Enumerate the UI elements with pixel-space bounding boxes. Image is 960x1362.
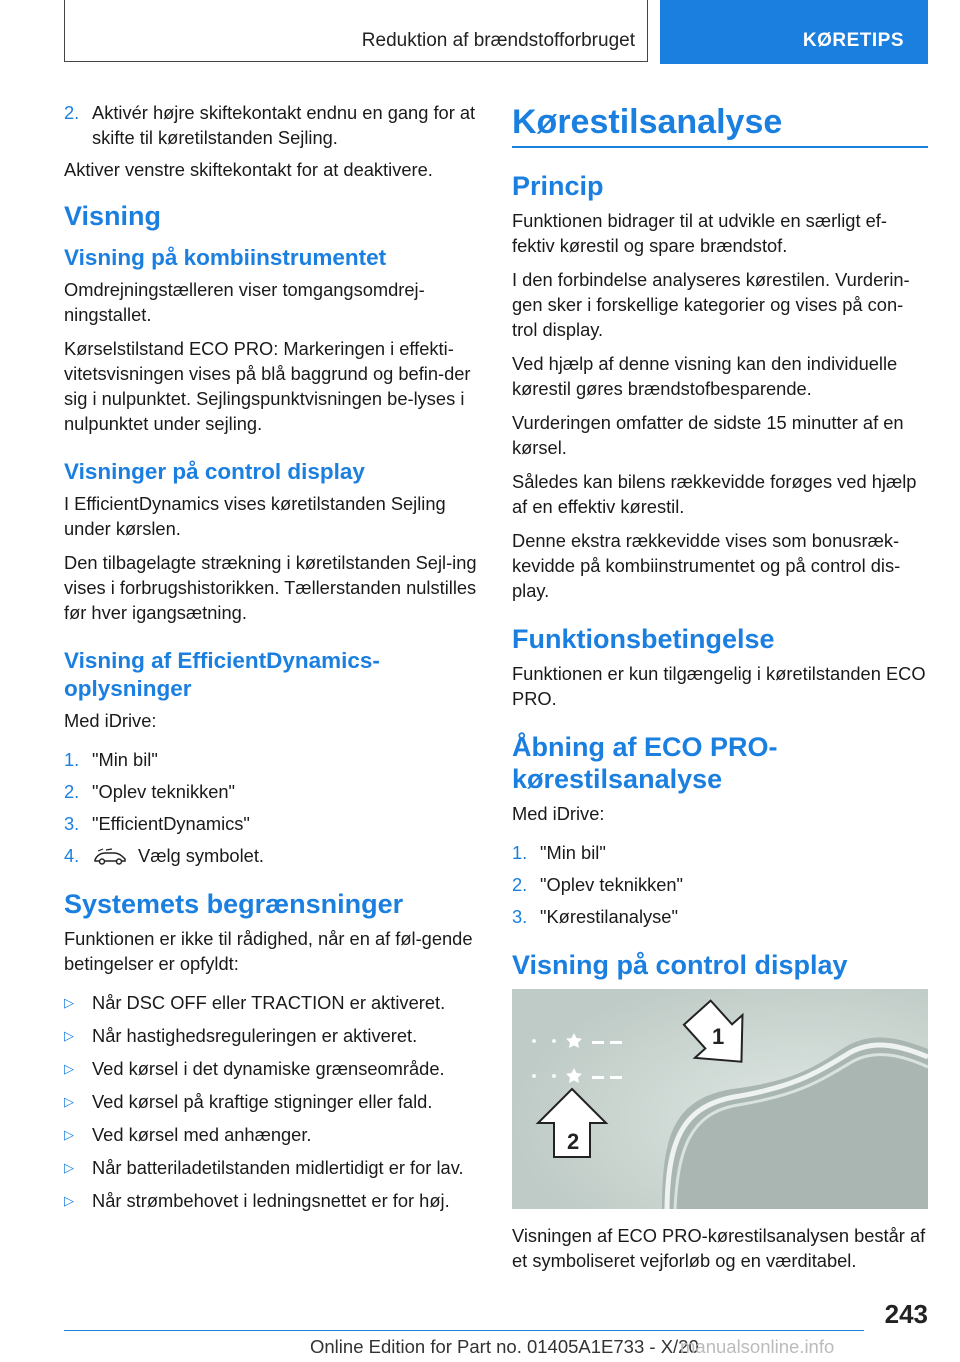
step-number: 3. bbox=[64, 813, 80, 834]
paragraph: Denne ekstra rækkevidde vises som bonusræk-kevidde på kombiinstrumentet og på control dis-play. bbox=[512, 530, 901, 601]
footer-rule bbox=[64, 1330, 864, 1331]
paragraph: I EfficientDynamics vises køretilstanden Sejling under kørslen. bbox=[64, 493, 446, 539]
efficient-car-icon bbox=[92, 848, 128, 866]
paragraph: Funktionen er kun tilgængelig i køretilstanden ECO PRO. bbox=[512, 663, 926, 709]
bullet-triangle-icon: ▷ bbox=[64, 1028, 74, 1043]
list-item bbox=[64, 811, 478, 836]
list-item bbox=[64, 747, 478, 772]
step-text: Vælg symbolet. bbox=[138, 845, 264, 866]
list-item bbox=[64, 100, 478, 150]
bullet-triangle-icon: ▷ bbox=[64, 1160, 74, 1175]
condition-list bbox=[64, 990, 478, 1213]
chapter-title: KØRETIPS bbox=[802, 30, 904, 51]
page-number: 243 bbox=[884, 1299, 928, 1329]
list-item bbox=[64, 990, 478, 1015]
road-illustration bbox=[512, 989, 928, 1209]
paragraph: Med iDrive: bbox=[512, 803, 605, 824]
bullet-triangle-icon: ▷ bbox=[64, 1127, 74, 1142]
step-list bbox=[512, 840, 928, 929]
callout-label-2: 2 bbox=[567, 1129, 580, 1154]
list-item bbox=[512, 904, 928, 929]
list-item bbox=[64, 1188, 478, 1213]
bullet-text: Ved kørsel med anhænger. bbox=[92, 1124, 312, 1145]
step-number: 4. bbox=[64, 845, 80, 866]
step-text: "Oplev teknikken" bbox=[92, 781, 236, 802]
paragraph: Med iDrive: bbox=[64, 710, 157, 731]
paragraph: Funktionen er ikke til rådighed, når en af føl-gende betingelser er opfyldt: bbox=[64, 928, 473, 974]
list-item bbox=[64, 1023, 478, 1048]
step-number: 2. bbox=[64, 781, 80, 802]
list-item bbox=[64, 1155, 478, 1180]
eco-pro-analysis-figure bbox=[512, 989, 928, 1209]
section-title: Reduktion af brændstofforbruget bbox=[361, 30, 635, 51]
paragraph: Kørselstilstand ECO PRO: Markeringen i effekti-vitetsvisningen vises på blå baggrund og befin-der sig i nulpunktet. Sejlingspunktvisningen be-lyses i nulpunktet under sejling. bbox=[64, 338, 471, 434]
heading-kombi: Visning på kombiinstrumentet bbox=[64, 245, 387, 270]
bullet-text: Ved kørsel på kraftige stigninger eller fald. bbox=[92, 1091, 433, 1112]
step-list bbox=[64, 747, 478, 868]
step-text: "Kørestilanalyse" bbox=[540, 906, 678, 927]
page-header bbox=[64, 0, 928, 64]
bullet-triangle-icon: ▷ bbox=[64, 1193, 74, 1208]
right-column bbox=[512, 100, 928, 1282]
paragraph: Vurderingen omfatter de sidste 15 minutter af en kørsel. bbox=[512, 412, 904, 458]
paragraph: Ved hjælp af denne visning kan den individuelle kørestil gøres brændstofbesparende. bbox=[512, 353, 898, 399]
step-text: "EfficientDynamics" bbox=[92, 813, 250, 834]
chapter-tab[interactable] bbox=[660, 0, 928, 64]
step-text: "Min bil" bbox=[92, 749, 158, 770]
heading-control: Visninger på control display bbox=[64, 459, 365, 484]
watermark-text: manualsonline.info bbox=[680, 1336, 835, 1357]
list-item bbox=[64, 1089, 478, 1114]
left-column bbox=[64, 100, 478, 1221]
step-number: 2. bbox=[64, 102, 80, 123]
section-title-box bbox=[64, 0, 648, 62]
bullet-text: Ved kørsel i det dynamiske grænseområde. bbox=[92, 1058, 445, 1079]
list-item bbox=[64, 1122, 478, 1147]
step-number: 2. bbox=[512, 874, 528, 895]
paragraph: Således kan bilens rækkevidde forøges ved hjælp af en effektiv kørestil. bbox=[512, 471, 917, 517]
heading-rule bbox=[512, 146, 928, 148]
heading-visning: Visning bbox=[64, 201, 162, 231]
list-item bbox=[64, 779, 478, 804]
list-item bbox=[64, 843, 478, 868]
paragraph: Omdrejningstælleren viser tomgangsomdrej-ningstallet. bbox=[64, 279, 425, 325]
paragraph: Aktiver venstre skiftekontakt for at deaktivere. bbox=[64, 159, 433, 180]
heading-efficient: Visning af EfficientDynamics-oplysninger bbox=[64, 648, 380, 701]
bullet-text: Når DSC OFF eller TRACTION er aktiveret. bbox=[92, 992, 446, 1013]
step-number: 1. bbox=[512, 842, 528, 863]
list-item bbox=[512, 840, 928, 865]
heading-princip: Princip bbox=[512, 171, 604, 201]
bullet-text: Når hastighedsreguleringen er aktiveret. bbox=[92, 1025, 418, 1046]
figure-caption: Visningen af ECO PRO-kørestilsanalysen består af et symboliseret vejforløb og en værditabel. bbox=[512, 1225, 926, 1271]
step-text: Aktivér højre skiftekontakt endnu en gang for at skifte til køretilstanden Sejling. bbox=[92, 102, 476, 148]
heading-aabning: Åbning af ECO PRO-kørestilsanalyse bbox=[512, 732, 778, 794]
bullet-text: Når strømbehovet i ledningsnettet er for høj. bbox=[92, 1190, 450, 1211]
heading-analyse: Kørestilsanalyse bbox=[512, 103, 783, 141]
edition-text: Online Edition for Part no. 01405A1E733 - X/20 bbox=[310, 1336, 699, 1357]
callout-label-1: 1 bbox=[712, 1024, 725, 1049]
step-text: "Min bil" bbox=[540, 842, 606, 863]
bullet-triangle-icon: ▷ bbox=[64, 1094, 74, 1109]
bullet-text: Når batteriladetilstanden midlertidigt er for lav. bbox=[92, 1157, 464, 1178]
paragraph: Funktionen bidrager til at udvikle en særligt ef-fektiv kørestil og spare brændstof. bbox=[512, 210, 887, 256]
step-number: 1. bbox=[64, 749, 80, 770]
step-list-continued bbox=[64, 100, 478, 150]
heading-betingelse: Funktionsbetingelse bbox=[512, 624, 775, 654]
heading-system: Systemets begrænsninger bbox=[64, 889, 404, 919]
heading-visning-control: Visning på control display bbox=[512, 950, 848, 980]
paragraph: I den forbindelse analyseres kørestilen. Vurderin-gen sker i forskellige kategorier og vises på con-trol display. bbox=[512, 269, 910, 340]
step-number: 3. bbox=[512, 906, 528, 927]
bullet-triangle-icon: ▷ bbox=[64, 995, 74, 1010]
paragraph: Den tilbagelagte strækning i køretilstanden Sejl-ing vises i forbrugshistorikken. Tællerstanden nulstilles før hver igangsætning. bbox=[64, 552, 477, 623]
list-item bbox=[512, 872, 928, 897]
step-text: "Oplev teknikken" bbox=[540, 874, 684, 895]
list-item bbox=[64, 1056, 478, 1081]
bullet-triangle-icon: ▷ bbox=[64, 1061, 74, 1076]
